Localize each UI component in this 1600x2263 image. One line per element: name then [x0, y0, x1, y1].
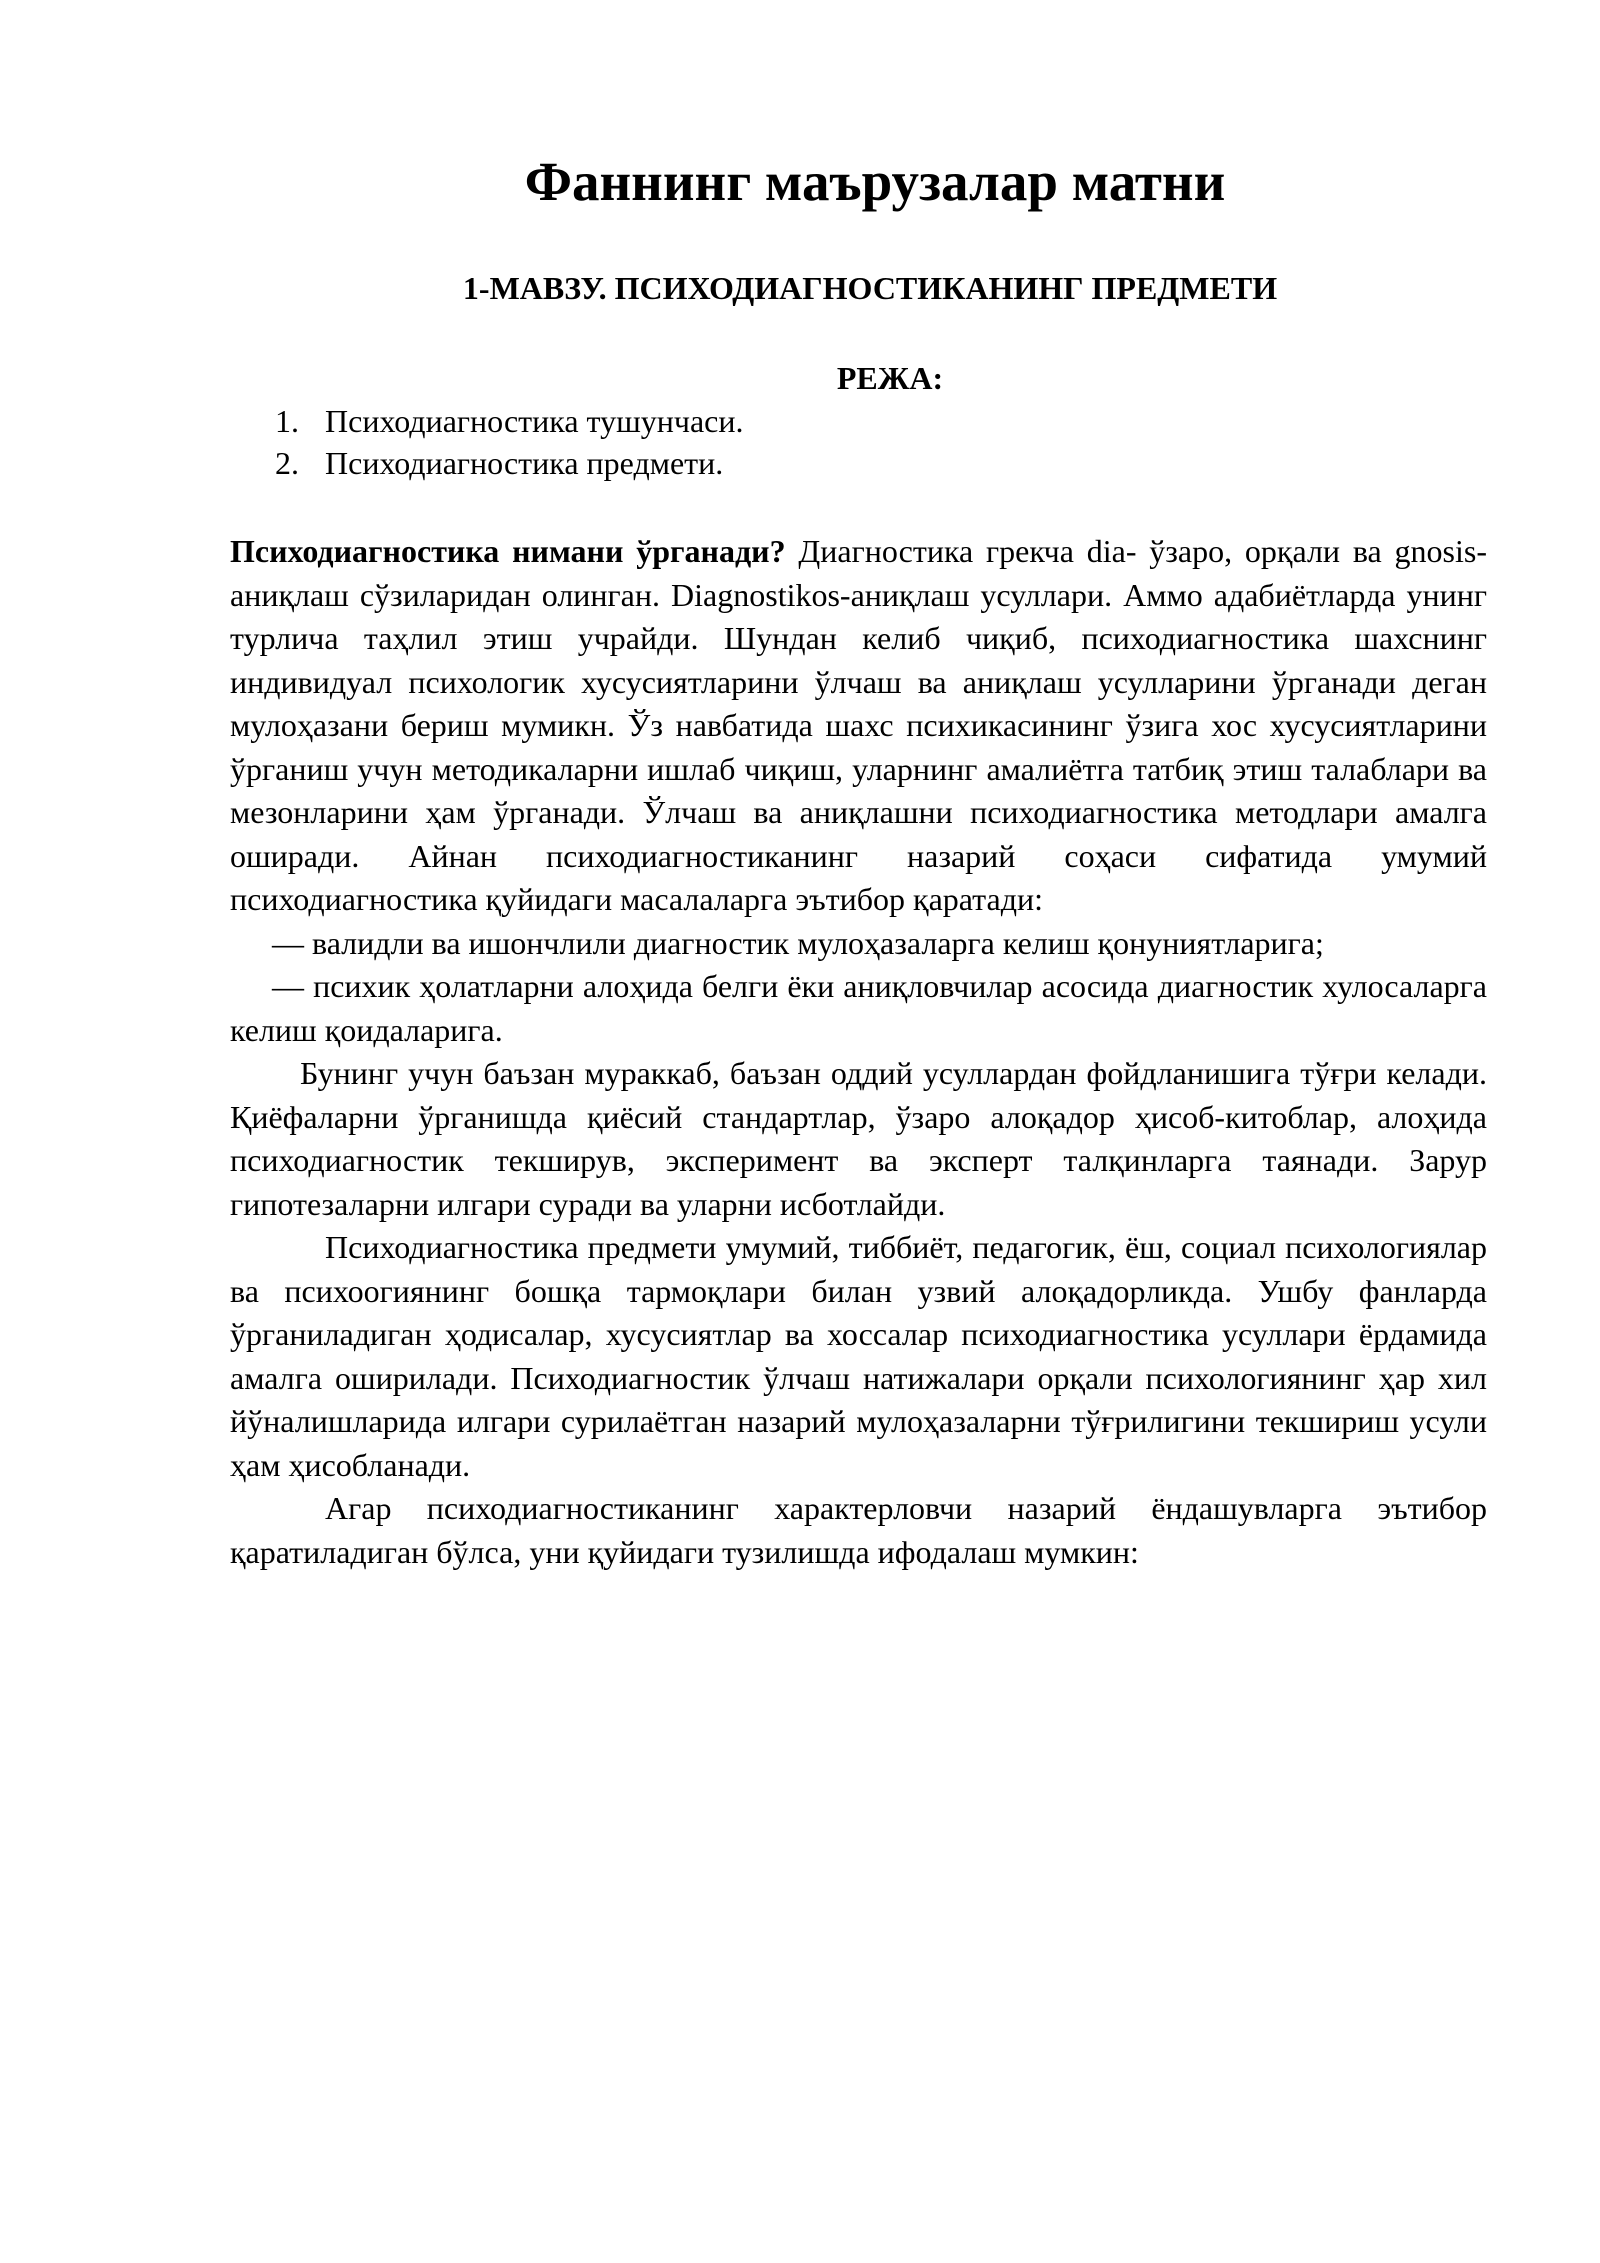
- plan-item: [275, 442, 1175, 484]
- body-paragraph: Бунинг учун баъзан мураккаб, баъзан оддий усуллардан фойдланишига тўғри келади. Қиёфаларни ўрганишда қиёсий стандартлар, ўзаро алоқадор ҳисоб-китоблар, алоҳида психодиагностик текширув, эксперимент ва эксперт талқинларга таянади. Зарур гипотезаларни илгари суради ва уларни исботлайди.: [230, 1055, 1487, 1222]
- bullet-item: — валидли ва ишончлили диагностик мулоҳазаларга келиш қонуниятларига;: [272, 924, 1324, 961]
- plan-item-text: Психодиагностика предмети.: [325, 445, 724, 481]
- plan-heading: РЕЖА:: [836, 360, 944, 396]
- body-paragraph: Агар психодиагностиканинг характерловчи назарий ёндашувларга эътибор қаратиладиган бўлса, уни қуйидаги тузилишда ифодалаш мумкин:: [230, 1490, 1487, 1570]
- plan-item-text: Психодиагностика тушунчаси.: [325, 403, 744, 439]
- intro-paragraph: [230, 530, 1487, 922]
- plan-item-number: 1.: [275, 403, 299, 439]
- plan-list: [275, 400, 1175, 484]
- intro-text: Диагностика грекча dia- ўзаро, орқали ва gnosis-аниқлаш сўзиларидан олинган. Diagnostikos-аниқлаш усуллари. Аммо адабиётларда унинг турлича таҳлил этиш учрайди. Шундан келиб чиқиб, психодиагностика шахснинг индивидуал психологик хусусиятларини ўлчаш ва аниқлаш усулларини ўрганади деган мулоҳазани бериш мумикн. Ўз навбатида шахс психикасининг ўзига хос хусусиятларини ўрганиш учун методикаларни ишлаб чиқиш, уларнинг амалиётга татбиқ этиш талаблари ва мезонларини ҳам ўрганади. Ўлчаш ва аниқлашни психодиагностика методлари амалга оширади. Айнан психодиагностиканинг назарий соҳаси сифатида умумий психодиагностика қуйидаги масалаларга эътибор қаратади:: [230, 533, 1488, 917]
- topic-heading: 1-МАВЗУ. ПСИХОДИАГНОСТИКАНИНГ ПРЕДМЕТИ: [462, 270, 1278, 306]
- body-paragraph: Психодиагностика предмети умумий, тиббиёт, педагогик, ёш, социал психологиялар ва психоогиянинг бошқа тармоқлари билан узвий алоқадорликда. Ушбу фанларда ўрганиладиган ҳодисалар, хусусиятлар ва хоссалар психодиагностика усуллари ёрдамида амалга оширилади. Психодиагностик ўлчаш натижалари орқали психологиянинг ҳар хил йўналишларида илгари сурилаётган назарий мулоҳазаларни тўғрилигини текшириш усули ҳам ҳисобланади.: [230, 1229, 1487, 1483]
- bullet-item: — психик ҳолатларни алоҳида белги ёки аниқловчилар асосида диагностик хулосаларга келиш қоидаларига.: [230, 968, 1487, 1048]
- plan-item-number: 2.: [275, 445, 299, 481]
- intro-lead: Психодиагностика нимани ўрганади?: [230, 533, 786, 569]
- body-text: [230, 530, 1487, 1574]
- plan-item: [275, 400, 1175, 442]
- document-title: Фаннинг маърузалар матни: [524, 151, 1226, 212]
